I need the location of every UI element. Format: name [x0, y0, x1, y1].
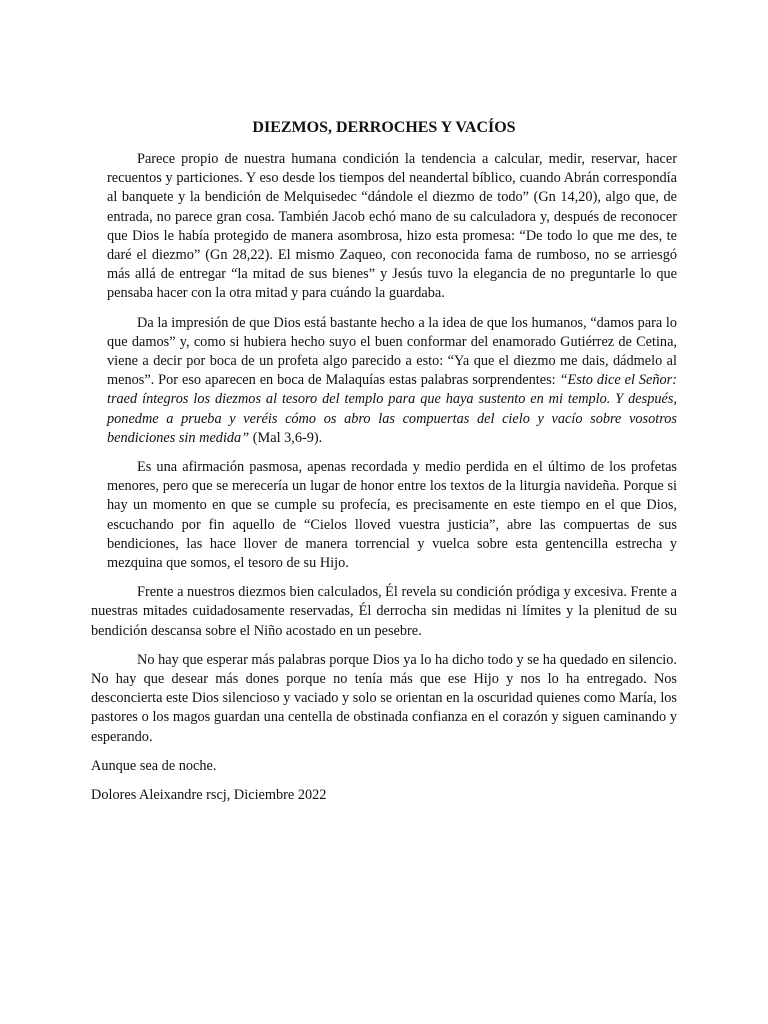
paragraph-1: Parece propio de nuestra humana condición la tendencia a calcular, medir, reservar, hacer recuentos y particiones. Y eso desde los tiempos del neandertal bíblico, cuando Abrán correspondía al banquete y la bendición de Melquisedec “dándole el diezmo de todo” (Gn 14,20), algo que, de entrada, no parece gran cosa. También Jacob echó mano de su calculadora y, después de reconocer que Dios le había protegido de manera asombrosa, hizo esta promesa: “De todo lo que me des, te daré el diezmo” (Gn 28,22). El mismo Zaqueo, con reconocida fama de rumboso, no se arriesgó más allá de entregar “la mitad de sus bienes” y Jesús tuvo la elegancia de no preguntarle lo que pensaba hacer con la otra mitad y para cuándo la guardaba. — [107, 151, 677, 302]
paragraph-2 — [107, 314, 677, 448]
paragraph-2-text: Da la impresión de que Dios está bastante hecho a la idea de que los humanos, “damos para lo que damos” y, como si hubiera hecho suyo el buen conformar del enamorado Gutiérrez de Cetina, viene a decir por boca de un profeta algo parecido a esto: “Ya que el diezmo me dais, dádmelo al menos”. Por eso aparecen en boca de Malaquías estas palabras sorprendentes: — [107, 314, 677, 389]
author-signature: Dolores Aleixandre rscj, Diciembre 2022 — [91, 787, 327, 804]
closing-line: Aunque sea de noche. — [91, 757, 217, 774]
paragraph-3: Es una afirmación pasmosa, apenas recordada y medio perdida en el último de los profetas menores, pero que se merecería un lugar de honor entre los textos de la liturgia navideña. Porque si hay un momento en que se cumple su profecía, es precisamente en este tiempo en el que Dios, escuchando por fin aquello de “Cielos lloved vuestra justicia”, abre las compuertas de sus bendiciones, las hace llover de manera torrencial y vuelca sobre esta gentencilla estrecha y mezquina que somos, el tesoro de su Hijo. — [107, 459, 677, 572]
paragraph-5: No hay que esperar más palabras porque Dios ya lo ha dicho todo y se ha quedado en silencio. No hay que desear más dones porque no tenía más que ese Hijo y nos lo ha entregado. Nos desconcierta este Dios silencioso y vaciado y solo se orientan en la oscuridad quienes como María, los pastores o los magos guardan una centella de obstinada confianza en el corazón y siguen caminando y esperando. — [91, 651, 677, 745]
paragraph-2-citation: (Mal 3,6-9). — [249, 429, 323, 446]
paragraph-4: Frente a nuestros diezmos bien calculados, Él revela su condición pródiga y excesiva. Frente a nuestras mitades cuidadosamente reservadas, Él derrocha sin medidas ni límites y la plenitud de su bendición descansa sobre el Niño acostado en un pesebre. — [91, 584, 677, 639]
indented-paragraphs — [107, 150, 677, 573]
document-title: DIEZMOS, DERROCHES Y VACÍOS — [252, 119, 516, 136]
paragraph-2-quote: “Esto dice el Señor: traed íntegros los diezmos al tesoro del templo para que haya sustento en mi templo. Y después, ponedme a prueba y veréis cómo os abro las compuertas del cielo y vacío sobre vosotros bendiciones sin medida” — [107, 372, 677, 446]
